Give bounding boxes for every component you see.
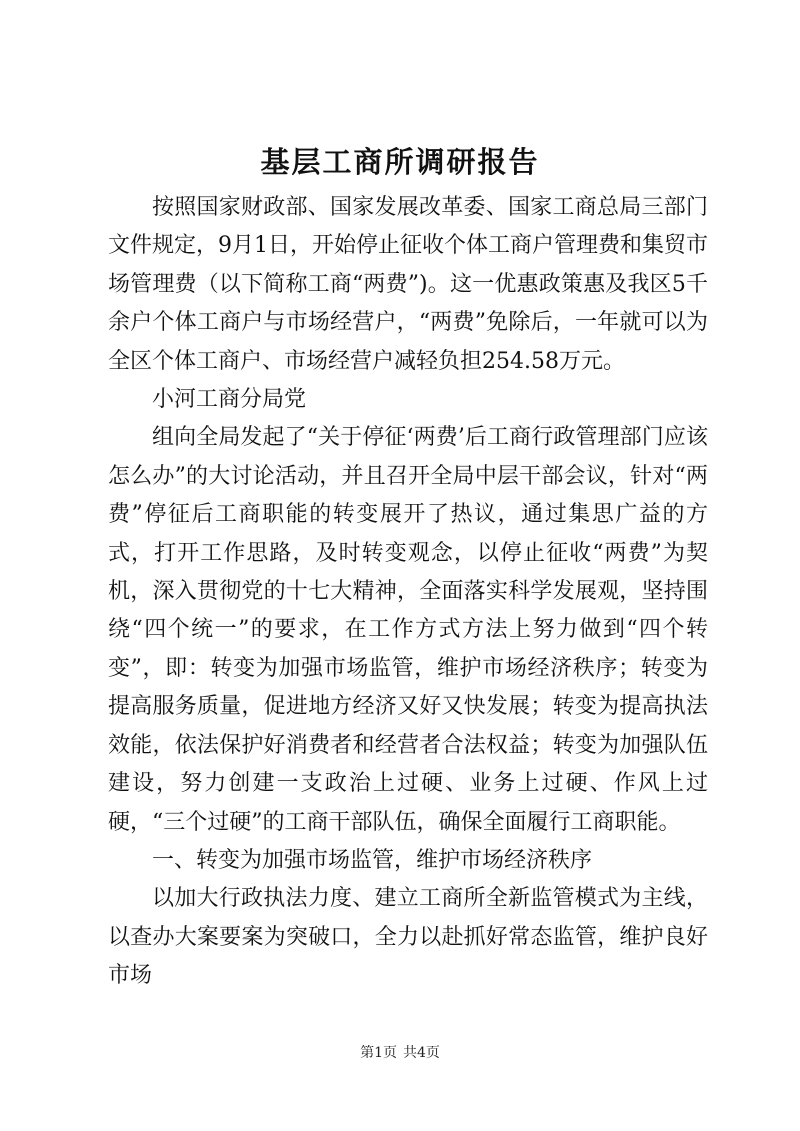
document-body <box>108 189 708 996</box>
page-footer <box>0 1043 800 1063</box>
section-heading-1: 一、转变为加强市场监管，维护市场经济秩序 <box>152 847 593 873</box>
page-total: 共4页 <box>403 1045 440 1061</box>
page-number: 第1页 <box>360 1045 397 1061</box>
paragraph-section-1: 以加大行政执法力度、建立工商所全新监管模式为主线，以查办大案要案为突破口，全力以赴抓好常态监管，维护良好市场 <box>108 886 708 989</box>
paragraph-intro: 按照国家财政部、国家发展改革委、国家工商总局三部门文件规定，9月1日，开始停止征收个体工商户管理费和集贸市场管理费（以下简称工商“两费”)。这一优惠政策惠及我区5千余户个体工商户与市场经营户，“两费”免除后，一年就可以为全区个体工商户、市场经营户减轻负担254.58万元。 <box>108 195 708 374</box>
paragraph-branch: 小河工商分局党 <box>152 387 307 413</box>
document-title: 基层工商所调研报告 <box>260 145 540 179</box>
paragraph-discussion: 组向全局发起了“关于停征‘两费’后工商行政管理部门应该怎么办”的大讨论活动，并且召开全局中层干部会议，针对“两费”停征后工商职能的转变展开了热议，通过集思广益的方式，打开工作思路，及时转变观念，以停止征收“两费”为契机，深入贯彻党的十七大精神，全面落实科学发展观，坚持围绕“四个统一”的要求，在工作方式方法上努力做到“四个转变”，即：转变为加强市场监管，维护市场经济秩序；转变为提高服务质量，促进地方经济又好又快发展；转变为提高执法效能，依法保护好消费者和经营者合法权益；转变为加强队伍建设，努力创建一支政治上过硬、业务上过硬、作风上过硬，“三个过硬”的工商干部队伍，确保全面履行工商职能。 <box>108 425 708 835</box>
